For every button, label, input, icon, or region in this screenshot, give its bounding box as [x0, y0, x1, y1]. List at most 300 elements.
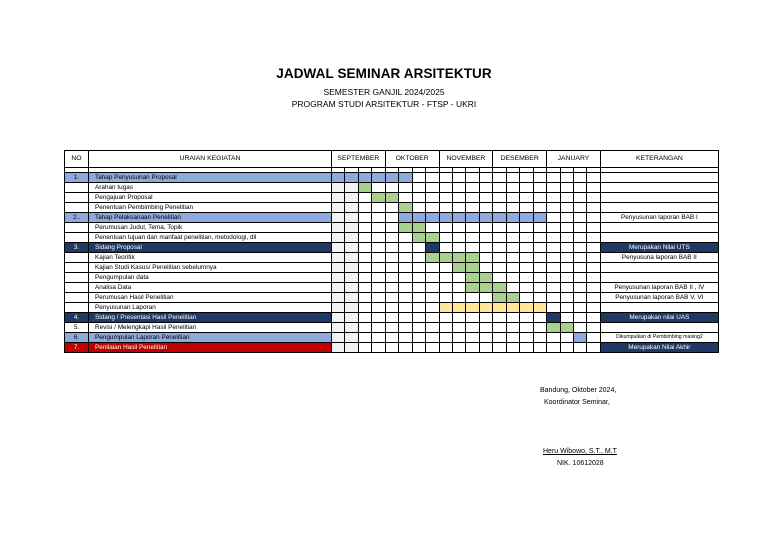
week-cell: [399, 343, 412, 353]
week-cell: [439, 173, 452, 183]
week-cell: [573, 293, 586, 303]
table-row: [65, 213, 719, 223]
row-activity: Perumusan Judul, Tema, Topik: [89, 223, 332, 233]
week-cell: [506, 223, 519, 233]
week-cell: [332, 283, 345, 293]
week-cell: [372, 283, 385, 293]
week-cell: [358, 303, 371, 313]
header-month: NOVEMBER: [439, 151, 493, 168]
week-cell: [372, 213, 385, 223]
week-cell: [426, 333, 439, 343]
row-activity: Pengajuan Proposal: [89, 193, 332, 203]
week-cell: [547, 293, 560, 303]
week-cell: [332, 293, 345, 303]
week-cell: [399, 333, 412, 343]
week-cell: [587, 293, 600, 303]
week-cell: [372, 193, 385, 203]
week-cell: [547, 233, 560, 243]
week-cell: [345, 233, 358, 243]
signature-block: [540, 385, 616, 409]
week-cell: [560, 323, 573, 333]
week-cell: [358, 313, 371, 323]
week-cell: [520, 223, 533, 233]
week-cell: [479, 323, 492, 333]
week-cell: [547, 243, 560, 253]
row-number: [65, 253, 89, 263]
week-cell: [426, 253, 439, 263]
week-cell: [466, 203, 479, 213]
week-cell: [358, 183, 371, 193]
week-cell: [533, 333, 546, 343]
week-cell: [547, 253, 560, 263]
week-cell: [587, 173, 600, 183]
week-cell: [493, 253, 506, 263]
week-cell: [533, 323, 546, 333]
week-cell: [560, 203, 573, 213]
week-cell: [412, 263, 425, 273]
row-keterangan: [600, 203, 718, 213]
week-cell: [426, 343, 439, 353]
row-keterangan: Penyusunan laporan BAB I: [600, 213, 718, 223]
week-cell: [439, 293, 452, 303]
week-cell: [479, 233, 492, 243]
week-cell: [426, 173, 439, 183]
week-cell: [332, 203, 345, 213]
row-keterangan: [600, 263, 718, 273]
week-cell: [426, 213, 439, 223]
week-cell: [466, 263, 479, 273]
week-cell: [412, 293, 425, 303]
week-cell: [479, 263, 492, 273]
week-cell: [426, 233, 439, 243]
week-cell: [358, 243, 371, 253]
week-cell: [345, 263, 358, 273]
week-cell: [399, 273, 412, 283]
week-cell: [399, 233, 412, 243]
row-keterangan: [600, 233, 718, 243]
week-cell: [412, 333, 425, 343]
week-cell: [399, 213, 412, 223]
week-cell: [573, 213, 586, 223]
row-number: 4.: [65, 313, 89, 323]
week-cell: [345, 333, 358, 343]
week-cell: [479, 273, 492, 283]
week-cell: [479, 293, 492, 303]
week-cell: [533, 253, 546, 263]
row-number: 1.: [65, 173, 89, 183]
week-cell: [493, 333, 506, 343]
week-cell: [358, 333, 371, 343]
table-row: [65, 253, 719, 263]
row-keterangan: [600, 193, 718, 203]
week-cell: [358, 293, 371, 303]
row-keterangan: Penyusuna laporan BAB II: [600, 253, 718, 263]
row-activity: Sidang / Presentasi Hasil Penelitian: [89, 313, 332, 323]
week-cell: [412, 213, 425, 223]
row-number: 7.: [65, 343, 89, 353]
week-cell: [506, 263, 519, 273]
row-activity: Penyusunan Laporan: [89, 303, 332, 313]
week-cell: [372, 313, 385, 323]
week-cell: [520, 333, 533, 343]
week-cell: [385, 323, 398, 333]
week-cell: [520, 243, 533, 253]
week-cell: [560, 173, 573, 183]
schedule-table: [64, 150, 719, 353]
week-cell: [506, 303, 519, 313]
week-cell: [426, 183, 439, 193]
week-cell: [560, 213, 573, 223]
week-cell: [493, 233, 506, 243]
table-row: [65, 283, 719, 293]
week-cell: [345, 243, 358, 253]
header-uraian: URAIAN KEGIATAN: [89, 151, 332, 168]
week-cell: [547, 303, 560, 313]
week-cell: [466, 243, 479, 253]
row-activity: Revisi / Melengkapi Hasil Penelitian: [89, 323, 332, 333]
week-cell: [372, 233, 385, 243]
week-cell: [345, 183, 358, 193]
week-cell: [426, 323, 439, 333]
week-cell: [533, 213, 546, 223]
week-cell: [399, 173, 412, 183]
week-cell: [587, 343, 600, 353]
week-cell: [439, 263, 452, 273]
row-keterangan: [600, 183, 718, 193]
week-cell: [560, 223, 573, 233]
week-cell: [412, 223, 425, 233]
table-row: [65, 243, 719, 253]
week-cell: [573, 203, 586, 213]
week-cell: [332, 323, 345, 333]
row-number: [65, 273, 89, 283]
week-cell: [452, 223, 465, 233]
week-cell: [547, 313, 560, 323]
week-cell: [479, 253, 492, 263]
week-cell: [560, 283, 573, 293]
week-cell: [547, 343, 560, 353]
week-cell: [399, 323, 412, 333]
week-cell: [479, 173, 492, 183]
signature-role: Koordinator Seminar,: [544, 399, 610, 406]
signatory-name: Heru Wibowo, S.T., M.T: [543, 448, 617, 455]
week-cell: [506, 323, 519, 333]
table-row: [65, 343, 719, 353]
week-cell: [399, 283, 412, 293]
week-cell: [587, 193, 600, 203]
week-cell: [399, 293, 412, 303]
row-keterangan: Penyusunan laporan BAB V, VI: [600, 293, 718, 303]
week-cell: [506, 293, 519, 303]
week-cell: [506, 173, 519, 183]
week-cell: [506, 343, 519, 353]
week-cell: [452, 173, 465, 183]
week-cell: [466, 333, 479, 343]
week-cell: [547, 173, 560, 183]
week-cell: [466, 253, 479, 263]
week-cell: [412, 233, 425, 243]
week-cell: [587, 183, 600, 193]
week-cell: [533, 283, 546, 293]
header-no: NO: [65, 151, 89, 168]
week-cell: [506, 253, 519, 263]
week-cell: [358, 213, 371, 223]
week-cell: [466, 273, 479, 283]
week-cell: [412, 193, 425, 203]
week-cell: [560, 333, 573, 343]
week-cell: [520, 303, 533, 313]
week-cell: [587, 273, 600, 283]
row-keterangan: Merupakan nilai UAS: [600, 313, 718, 323]
week-cell: [506, 283, 519, 293]
week-cell: [358, 283, 371, 293]
table-row: [65, 273, 719, 283]
signatory-nik: NIK. 10612028: [557, 460, 604, 467]
week-cell: [466, 323, 479, 333]
week-cell: [372, 293, 385, 303]
week-cell: [573, 273, 586, 283]
week-cell: [533, 273, 546, 283]
week-cell: [385, 313, 398, 323]
week-cell: [372, 343, 385, 353]
week-cell: [533, 243, 546, 253]
row-number: [65, 203, 89, 213]
week-cell: [372, 223, 385, 233]
week-cell: [587, 203, 600, 213]
week-cell: [332, 313, 345, 323]
week-cell: [385, 183, 398, 193]
table-row: [65, 233, 719, 243]
week-cell: [452, 273, 465, 283]
week-cell: [533, 313, 546, 323]
week-cell: [560, 303, 573, 313]
week-cell: [439, 233, 452, 243]
week-cell: [452, 203, 465, 213]
week-cell: [587, 283, 600, 293]
week-cell: [426, 223, 439, 233]
week-cell: [439, 323, 452, 333]
week-cell: [345, 173, 358, 183]
week-cell: [385, 213, 398, 223]
week-cell: [399, 253, 412, 263]
semester-subtitle: SEMESTER GANJIL 2024/2025: [323, 87, 445, 97]
week-cell: [345, 293, 358, 303]
week-cell: [412, 343, 425, 353]
week-cell: [533, 173, 546, 183]
table-row: [65, 203, 719, 213]
week-cell: [358, 263, 371, 273]
row-keterangan: Merupakan Nilai Akhir: [600, 343, 718, 353]
week-cell: [332, 273, 345, 283]
week-cell: [520, 323, 533, 333]
week-cell: [493, 303, 506, 313]
week-cell: [573, 233, 586, 243]
week-cell: [452, 333, 465, 343]
week-cell: [358, 203, 371, 213]
week-cell: [439, 193, 452, 203]
week-cell: [520, 203, 533, 213]
week-cell: [358, 253, 371, 263]
week-cell: [452, 183, 465, 193]
row-keterangan: [600, 273, 718, 283]
row-activity: Perumusan Hasil Penelitian: [89, 293, 332, 303]
week-cell: [573, 303, 586, 313]
row-activity: Pengumpulan data: [89, 273, 332, 283]
week-cell: [587, 313, 600, 323]
week-cell: [560, 343, 573, 353]
week-cell: [547, 283, 560, 293]
week-cell: [372, 253, 385, 263]
week-cell: [439, 273, 452, 283]
week-cell: [385, 173, 398, 183]
week-cell: [385, 283, 398, 293]
week-cell: [372, 273, 385, 283]
row-activity: Penentuan Pembimbing Penelitian: [89, 203, 332, 213]
week-cell: [358, 233, 371, 243]
week-cell: [520, 343, 533, 353]
week-cell: [332, 233, 345, 243]
week-cell: [493, 243, 506, 253]
week-cell: [493, 343, 506, 353]
week-cell: [560, 183, 573, 193]
row-keterangan: Dikumpulkan di Pembimbing masing2: [600, 333, 718, 343]
week-cell: [520, 293, 533, 303]
week-cell: [587, 333, 600, 343]
row-keterangan: [600, 303, 718, 313]
week-cell: [506, 233, 519, 243]
week-cell: [493, 173, 506, 183]
week-cell: [506, 203, 519, 213]
week-cell: [520, 233, 533, 243]
week-cell: [547, 223, 560, 233]
signature-place-date: Bandung, Oktober 2024,: [540, 387, 617, 394]
week-cell: [520, 283, 533, 293]
table-row: [65, 173, 719, 183]
week-cell: [493, 283, 506, 293]
week-cell: [372, 183, 385, 193]
header-month: SEPTEMBER: [332, 151, 386, 168]
week-cell: [520, 213, 533, 223]
week-cell: [345, 283, 358, 293]
week-cell: [560, 253, 573, 263]
week-cell: [466, 193, 479, 203]
week-cell: [426, 293, 439, 303]
week-cell: [358, 193, 371, 203]
row-number: [65, 183, 89, 193]
row-activity: Kajian Teoritik: [89, 253, 332, 263]
week-cell: [452, 293, 465, 303]
week-cell: [466, 213, 479, 223]
week-cell: [533, 263, 546, 273]
week-cell: [520, 183, 533, 193]
row-number: [65, 303, 89, 313]
week-cell: [426, 243, 439, 253]
week-cell: [372, 263, 385, 273]
row-activity: Penilaian Hasil Penelitian: [89, 343, 332, 353]
table-row: [65, 263, 719, 273]
week-cell: [533, 343, 546, 353]
week-cell: [385, 243, 398, 253]
week-cell: [452, 283, 465, 293]
week-cell: [573, 283, 586, 293]
week-cell: [399, 243, 412, 253]
week-cell: [479, 213, 492, 223]
week-cell: [385, 223, 398, 233]
week-cell: [547, 203, 560, 213]
week-cell: [399, 183, 412, 193]
table-row: [65, 223, 719, 233]
week-cell: [399, 313, 412, 323]
week-cell: [560, 293, 573, 303]
week-cell: [520, 263, 533, 273]
week-cell: [399, 193, 412, 203]
week-cell: [439, 343, 452, 353]
row-activity: Pengumpulan Laporan Penelitian: [89, 333, 332, 343]
week-cell: [466, 283, 479, 293]
week-cell: [345, 213, 358, 223]
week-cell: [385, 203, 398, 213]
week-cell: [587, 213, 600, 223]
row-number: 2..: [65, 213, 89, 223]
row-number: [65, 223, 89, 233]
week-cell: [573, 193, 586, 203]
row-keterangan: [600, 223, 718, 233]
week-cell: [385, 303, 398, 313]
week-cell: [372, 243, 385, 253]
week-cell: [452, 193, 465, 203]
week-cell: [573, 223, 586, 233]
week-cell: [560, 313, 573, 323]
week-cell: [587, 243, 600, 253]
row-activity: Arahan tugas: [89, 183, 332, 193]
week-cell: [358, 343, 371, 353]
week-cell: [372, 203, 385, 213]
week-cell: [506, 313, 519, 323]
week-cell: [332, 243, 345, 253]
week-cell: [533, 193, 546, 203]
row-number: 5.: [65, 323, 89, 333]
week-cell: [332, 183, 345, 193]
row-number: [65, 263, 89, 273]
week-cell: [345, 273, 358, 283]
week-cell: [426, 283, 439, 293]
week-cell: [533, 203, 546, 213]
row-activity: Tahap Penyusunan Proposal: [89, 173, 332, 183]
week-cell: [452, 303, 465, 313]
week-cell: [587, 223, 600, 233]
week-cell: [479, 183, 492, 193]
week-cell: [587, 263, 600, 273]
week-cell: [466, 173, 479, 183]
week-cell: [452, 233, 465, 243]
week-cell: [466, 313, 479, 323]
week-cell: [479, 333, 492, 343]
week-cell: [426, 263, 439, 273]
week-cell: [426, 313, 439, 323]
week-cell: [439, 303, 452, 313]
table-row: [65, 313, 719, 323]
week-cell: [573, 313, 586, 323]
week-cell: [385, 273, 398, 283]
week-cell: [547, 333, 560, 343]
week-cell: [573, 323, 586, 333]
week-cell: [358, 223, 371, 233]
row-keterangan: [600, 173, 718, 183]
week-cell: [439, 223, 452, 233]
week-cell: [452, 243, 465, 253]
week-cell: [573, 253, 586, 263]
week-cell: [506, 213, 519, 223]
